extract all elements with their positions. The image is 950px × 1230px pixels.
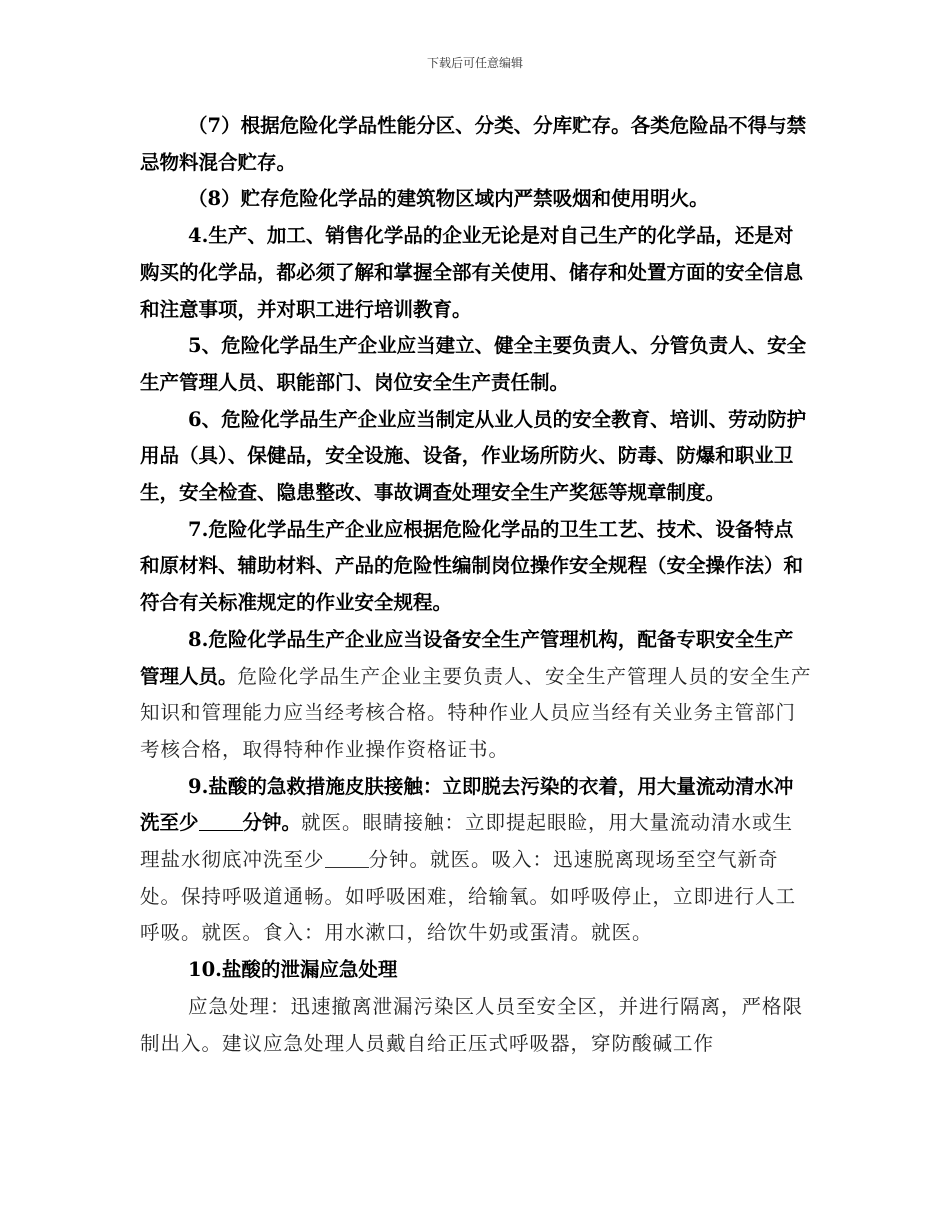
- paragraph-4: 4.生产、加工、销售化学品的企业无论是对自己生产的化学品，还是对购买的化学品，都必须了解和掌握全部有关使用、储存和处置方面的安全信息和注意事项，并对职工进行培训教育。: [140, 224, 804, 321]
- fill-blank-minutes-1: [199, 810, 243, 831]
- paragraph-5: 5、危险化学品生产企业应当建立、健全主要负责人、分管负责人、安全生产管理人员、职能部门、岗位安全生产责任制。: [140, 334, 807, 394]
- document-body: [140, 108, 812, 1062]
- paragraph-9-normal-part-a: 就医。眼睛接触：立即提起眼睑，用大量流动清水或生理盐水彻底冲洗至少: [140, 811, 794, 872]
- fill-blank-minutes-2: [325, 847, 369, 868]
- paragraph-7-procedures: 7.危险化学品生产企业应根据危险化学品的卫生工艺、技术、设备特点和原材料、辅助材料、产品的危险性编制岗位操作安全规程（安全操作法）和符合有关标准规定的作业安全规程。: [140, 517, 804, 615]
- paragraph-8-bold-part: 8.危险化学品生产企业应当设备安全生产管理机构，配备专职安全生产管理人员。: [140, 627, 794, 688]
- paragraph-8: （8）贮存危险化学品的建筑物区域内严禁吸烟和使用明火。: [188, 187, 709, 211]
- paragraph-8-normal-part: 危险化学品生产企业主要负责人、安全生产管理人员的安全生产知识和管理能力应当经考核合格。特种作业人员应当经有关业务主管部门考核合格，取得特种作业操作资格证书。: [140, 664, 812, 761]
- page-header: 下载后可任意编辑: [426, 56, 523, 70]
- paragraph-7: （7）根据危险化学品性能分区、分类、分库贮存。各类危险品不得与禁忌物料混合贮存。: [140, 114, 807, 174]
- paragraph-9-bold-part-b: 分钟。: [242, 811, 302, 835]
- paragraph-6: 6、危险化学品生产企业应当制定从业人员的安全教育、培训、劳动防护用品（具）、保健品，安全设施、设备，作业场所防火、防毒、防爆和职业卫生，安全检查、隐患整改、事故调查处理安全生产奖惩等规章制度。: [140, 407, 807, 505]
- paragraph-9-first-aid: [140, 769, 812, 953]
- paragraph-9-bold-part-a: 9.盐酸的急救措施皮肤接触：立即脱去污染的衣着，用大量流动清水冲洗至少: [140, 774, 794, 835]
- paragraph-8-management: [140, 622, 812, 769]
- paragraph-emergency-handling: 应急处理：迅速撤离泄漏污染区人员至安全区，并进行隔离，严格限制出入。建议应急处理人员戴自给正压式呼吸器，穿防酸碱工作: [140, 994, 804, 1055]
- paragraph-10-heading: 10.盐酸的泄漏应急处理: [188, 958, 398, 982]
- paragraph-9-normal-part-b: 分钟。就医。吸入：迅速脱离现场至空气新奇处。保持呼吸道通畅。如呼吸困难，给输氧。如呼吸停止，立即进行人工呼吸。就医。食入：用水漱口，给饮牛奶或蛋清。就医。: [140, 848, 797, 945]
